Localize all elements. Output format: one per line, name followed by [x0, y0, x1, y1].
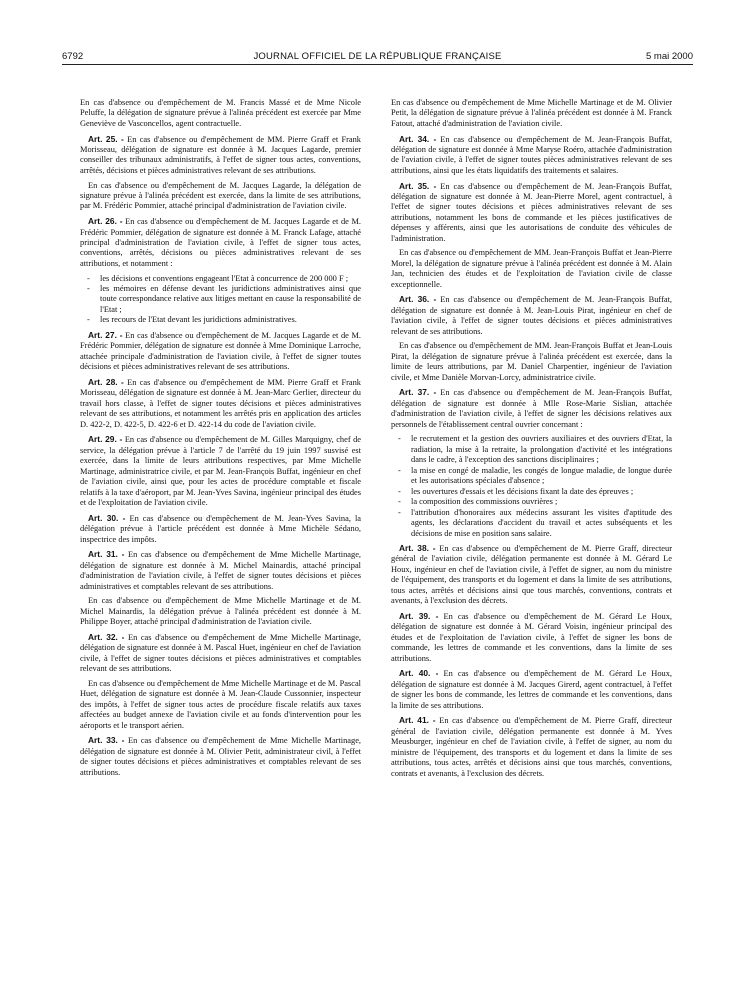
article-26-list: [80, 274, 361, 326]
article-39: [391, 611, 672, 664]
article-27: [80, 330, 361, 373]
journal-title: JOURNAL OFFICIEL DE LA RÉPUBLIQUE FRANÇAISE: [253, 51, 502, 62]
article-text: En cas d'absence ou d'empêchement de M. Jean-Yves Savina, la délégation prévue à l'article précédent est donnée à Mme Michèle Sédano, inspectrice des impôts.: [80, 513, 361, 544]
article-label: Art. 25. -: [88, 133, 124, 144]
article-label: Art. 31. -: [88, 549, 125, 560]
article-label: Art. 34. -: [399, 133, 437, 144]
article-text: En cas d'absence ou d'empêchement de Mme Michelle Martinage, délégation de signature est donnée à M. Pascal Huet, ingénieur en chef de l'aviation civile, à l'effet de signer toutes décisions et pièces administratives et comptables relevant de ses attributions.: [80, 632, 362, 674]
list-item: - les recours de l'Etat devant les juridictions administratives.: [100, 315, 361, 325]
article-text: En cas d'absence ou d'empêchement de MM. Pierre Graff et Frank Morisseau, délégation de signature est donnée à M. Jean-Marc Gerlier, directeur du travail hors classe, à l'effet de signer toutes décisions et pièces administratives relevant de ses attributions, et notamment les arrêtés pris en application des articles D. 422-2, D. 422-5, D. 422-6 et D. 422-14 du code de l'aviation civile.: [80, 377, 361, 429]
article-37-list: [391, 434, 672, 539]
article-text: En cas d'absence ou d'empêchement de M. Jean-François Buffat, délégation de signature est donnée à M. Jean-Pierre Morel, agent contractuel, à l'effet de signer toutes décisions et pièces administratives relevant de ses attributions, notamment les bons de commande et les pièces justificatives de dépenses y afférents, ainsi que les autorisations de conduite des véhicules de l'administration.: [391, 181, 672, 243]
article-label: Art. 41. -: [399, 715, 436, 726]
article-40: [391, 668, 672, 711]
article-text: En cas d'absence ou d'empêchement de M. Jean-François Buffat, délégation de signature est donnée à Mlle Rose-Marie Sislian, attachée d'administration de l'aviation civile, à l'effet de signer les décisions relatives aux personnels de l'établissement central ouvrier concernant :: [391, 388, 672, 429]
page-header: [62, 51, 693, 65]
article-label: Art. 28. -: [88, 376, 124, 387]
header-rule: [62, 64, 693, 65]
paragraph: En cas d'absence ou d'empêchement de M. Jacques Lagarde, la délégation de signature prévue à l'alinéa précédent est exercée, dans la limite de ses attributions, par M. Frédéric Pommier, attaché principal d'administration de l'aviation civile.: [80, 180, 361, 211]
article-label: Art. 27. -: [88, 329, 123, 340]
paragraph: En cas d'absence ou d'empêchement de MM. Jean-François Buffat et Jean-Louis Pirat, la délégation de signature prévue à l'alinéa précédent est exercée, dans la limite de leurs attributions, par M. Daniel Charpentier, ingénieur de l'aviation civile, et Mme Danièle Morvan-Lorcy, administratrice civile.: [391, 341, 672, 382]
article-text: En cas d'absence ou d'empêchement de M. Jean-François Buffat, délégation de signature est donnée à M. Jean-Louis Pirat, ingénieur en chef de l'aviation civile, à l'effet de signer toutes décisions et pièces administratives relevant de ses attributions.: [391, 295, 672, 336]
article-text: En cas d'absence ou d'empêchement de M. Pierre Graff, directeur général de l'aviation civile, délégation permanente est donnée à M. Yves Meusburger, ingénieur en chef de l'aviation civile, à l'effet de signer, au nom du ministre de l'équipement, des transports et du logement et dans la limite de ses attributions, tous actes, arrêtés et décisions ainsi que tous marchés, conventions, contrats et avenants, à l'exclusion des décrets.: [391, 716, 672, 778]
list-item: - la composition des commissions ouvrières ;: [411, 497, 672, 507]
article-41: [391, 715, 672, 779]
list-item: - les mémoires en défense devant les juridictions administratives ainsi que toute correspondance relative aux litiges mettant en cause la responsabilité de l'Etat ;: [100, 284, 361, 315]
left-column: [80, 98, 361, 782]
article-31: [80, 549, 361, 592]
article-label: Art. 40. -: [399, 668, 439, 679]
article-label: Art. 30. -: [88, 512, 126, 523]
article-label: Art. 26. -: [88, 216, 123, 227]
page-number: 6792: [62, 51, 84, 62]
paragraph: En cas d'absence ou d'empêchement de M. Francis Massé et de Mme Nicole Peluffe, la délégation de signature prévue à l'alinéa précédent est exercée par Mme Geneviève de Vasconcellos, agent contractuelle.: [80, 98, 361, 128]
article-30: [80, 513, 361, 545]
article-34: [391, 134, 672, 177]
article-text: En cas d'absence ou d'empêchement de M. Gérard Le Houx, délégation de signature est donnée à M. Jacques Girerd, agent contractuel, à l'effet de signer les bons de commande, les lettres de commande et les conventions, dans la limite de ses attributions.: [391, 669, 672, 710]
list-item: - l'attribution d'honoraires aux médecins assurant les visites d'aptitude des agents, les déclarations d'accident du travail et actes subséquents et les décisions de mise en position sans salaire.: [411, 508, 672, 539]
article-33: [80, 735, 361, 778]
article-text: En cas d'absence ou d'empêchement de M. Jacques Lagarde et de M. Frédéric Pommier, délégation de signature est donnée à M. Franck Lafage, attaché principal d'administration de l'aviation civile, à l'effet de signer tous actes, conventions, arrêtés, décisions ou pièces administratives relevant de ses attributions, et notamment :: [80, 217, 362, 268]
article-text: En cas d'absence ou d'empêchement de M. Jacques Lagarde et de M. Frédéric Pommier, délégation de signature est donnée à Mme Dominique Larroche, attachée principale d'administration de l'aviation civile, à l'effet de signer toutes décisions et pièces administratives relevant de ses attributions.: [80, 330, 362, 372]
paragraph: En cas d'absence ou d'empêchement de Mme Michelle Martinage et de M. Pascal Huet, délégation de signature est donnée à M. Jean-Claude Cussonnier, inspecteur des impôts, à l'effet de signer tous actes de procédure fiscale relatifs aux taxes affectées au budget annexe de l'aviation civile et au fonds d'intervention pour les aéroports et le transport aérien.: [80, 678, 361, 730]
paragraph: En cas d'absence ou d'empêchement de Mme Michelle Martinage et de M. Michel Mainardis, la délégation prévue à l'alinéa précédent est donnée à M. Philippe Boyer, attaché principal d'administration de l'aviation civile.: [80, 596, 361, 627]
list-item: - les ouvertures d'essais et les décisions fixant la date des épreuves ;: [411, 487, 672, 497]
article-text: En cas d'absence ou d'empêchement de M. Gilles Marquigny, chef de service, la délégation prévue à l'article 7 de l'arrêté du 19 juin 1997 susvisé est exercée, dans la limite de leurs attributions respectives, par Mme Michelle Martinage, administratrice civile, et par M. Jean-François Buffat, ingénieur en chef de l'aviation civile, ainsi que, pour les actes de procédure comptable et fiscale relatifs à la taxe d'aéroport, par M. Jean-Yves Savina, ingénieur principal des études et de l'exploitation de l'aviation civile.: [80, 435, 362, 507]
article-32: [80, 632, 361, 675]
article-35: [391, 181, 672, 245]
article-label: Art. 36. -: [399, 294, 437, 305]
paragraph: En cas d'absence ou d'empêchement de MM. Jean-François Buffat et Jean-Pierre Morel, la délégation de signature prévue à l'alinéa précédent est donnée à M. Alain Jan, technicien des études et de l'exploitation de l'aviation civile de classe exceptionnelle.: [391, 248, 672, 289]
article-38: [391, 543, 672, 607]
right-column: [391, 98, 672, 783]
article-text: En cas d'absence ou d'empêchement de M. Jean-François Buffat, délégation de signature est donnée à Mme Maryse Roéro, attachée d'administration de l'aviation civile, à l'effet de signer toutes pièces administratives relevant de ses attributions, ainsi que les états liquidatifs des traitements et salaires.: [391, 134, 672, 175]
article-label: Art. 29. -: [88, 434, 123, 445]
article-label: Art. 32. -: [88, 631, 125, 642]
article-label: Art. 35. -: [399, 180, 437, 191]
paragraph: En cas d'absence ou d'empêchement de Mme Michelle Martinage et de M. Olivier Petit, la délégation de signature prévue à l'alinéa précédent est donnée à M. Franck Fatout, attaché d'administration de l'aviation civile.: [391, 98, 672, 128]
article-26: [80, 216, 361, 269]
article-text: En cas d'absence ou d'empêchement de M. Gérard Le Houx, délégation de signature est donnée à M. Gérard Voisin, ingénieur principal des études et de l'exploitation de l'aviation civile, à l'effet de signer les bons de commande, les lettres de commande et les conventions, dans la limite de ses attributions.: [391, 611, 672, 663]
article-text: En cas d'absence ou d'empêchement de Mme Michelle Martinage, délégation de signature est donnée à M. Olivier Petit, administrateur civil, à l'effet de signer toutes décisions et pièces administratives et comptables relevant de ses attributions.: [80, 736, 362, 777]
article-label: Art. 38. -: [399, 542, 436, 553]
list-item: - le recrutement et la gestion des ouvriers auxiliaires et des ouvriers d'Etat, la radiation, la mise à la retraite, la prolongation d'activité et les intégrations dans le cadre, à l'exception des sanctions disciplinaires ;: [411, 434, 672, 465]
article-label: Art. 37. -: [399, 387, 437, 398]
article-36: [391, 294, 672, 337]
article-label: Art. 39. -: [399, 610, 439, 621]
list-item: - la mise en congé de maladie, les congés de longue maladie, de longue durée et les autorisations spéciales d'absence ;: [411, 466, 672, 487]
issue-date: 5 mai 2000: [645, 51, 693, 62]
article-text: En cas d'absence ou d'empêchement de MM. Pierre Graff et Frank Morisseau, délégation de signature est donnée à M. Jacques Lagarde, premier conseiller des tribunaux administratifs, à l'effet de signer tous actes, conventions, arrêtés, décisions et pièces administratives relevant de ses attributions.: [80, 134, 361, 175]
article-text: En cas d'absence ou d'empêchement de Mme Michelle Martinage, délégation de signature est donnée à M. Michel Mainardis, attaché principal d'administration de l'aviation civile, à l'effet de signer toutes décisions et pièces administratives et comptables relevant de ses attributions.: [80, 550, 362, 591]
article-29: [80, 434, 361, 508]
article-label: Art. 33. -: [88, 735, 125, 746]
list-item: - les décisions et conventions engageant l'Etat à concurrence de 200 000 F ;: [100, 274, 361, 284]
article-28: [80, 377, 361, 430]
article-25: [80, 134, 361, 177]
article-text: En cas d'absence ou d'empêchement de M. Pierre Graff, directeur général de l'aviation civile, délégation permanente est donnée à M. Gérard Le Houx, ingénieur en chef de l'aviation civile, à l'effet de signer, au nom du ministre de l'équipement, des transports et du logement et dans la limite de ses attributions, tous actes, arrêtés et décisions ainsi que tous marchés, conventions, contrats et avenants, à l'exclusion des décrets.: [391, 543, 672, 606]
article-37: [391, 387, 672, 430]
